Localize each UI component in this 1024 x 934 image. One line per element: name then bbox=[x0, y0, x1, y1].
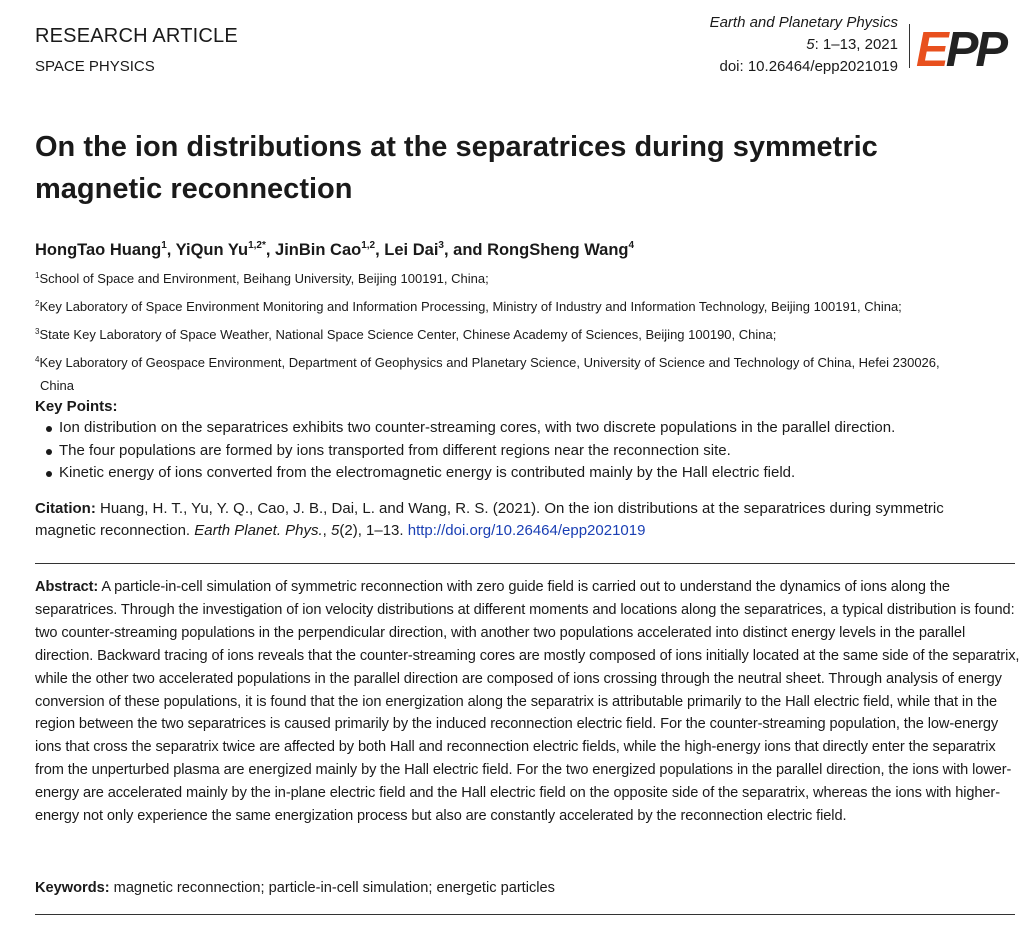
author-name: JinBin Cao bbox=[275, 241, 362, 259]
header-left bbox=[35, 24, 238, 76]
author-name: HongTao Huang bbox=[35, 241, 162, 259]
affiliation-text: School of Space and Environment, Beihang University, Beijing 100191, China; bbox=[39, 271, 489, 286]
divider-bottom bbox=[35, 914, 1015, 915]
volume-pages bbox=[710, 34, 898, 56]
pages-year: : 1–13, 2021 bbox=[814, 36, 898, 53]
key-points-heading: Key Points: bbox=[35, 398, 118, 415]
citation-doi-link[interactable]: http://doi.org/10.26464/epp2021019 bbox=[407, 522, 646, 539]
affiliations bbox=[35, 264, 1010, 399]
affiliation bbox=[35, 292, 1010, 318]
abstract-label: Abstract: bbox=[35, 579, 99, 595]
affiliation-number: 2 bbox=[35, 299, 40, 308]
affiliation-text: Key Laboratory of Geospace Environment, Department of Geophysics and Planetary Science, University of Science and Technology of China, Hefei 230026, bbox=[39, 355, 940, 370]
author-list bbox=[35, 234, 634, 262]
abstract bbox=[35, 576, 1020, 828]
affiliation bbox=[35, 320, 1010, 346]
key-point-item: The four populations are formed by ions transported from different regions near the reconnection site. bbox=[35, 440, 1010, 463]
affiliation-text: Key Laboratory of Space Environment Monitoring and Information Processing, Ministry of Industry and Information Technology, Beijing 100191, China; bbox=[39, 299, 902, 314]
citation-text: Huang, H. T., Yu, Y. Q., Cao, J. B., Dai, L. and Wang, R. S. (2021). On the ion distributions at the separatrices during symmetric magnetic reconnection. bbox=[35, 500, 944, 539]
article-section: SPACE PHYSICS bbox=[35, 58, 155, 75]
author-separator: , bbox=[166, 241, 176, 259]
affiliation-text-continued: China bbox=[40, 378, 74, 393]
citation-label: Citation: bbox=[35, 500, 96, 517]
key-points bbox=[35, 397, 1010, 485]
citation-journal: Earth Planet. Phys. bbox=[194, 522, 323, 539]
volume-number: 5 bbox=[806, 36, 815, 53]
author-affil-marker: 3 bbox=[438, 240, 444, 251]
author-affil-marker: 1,2* bbox=[248, 240, 266, 251]
keywords-text: magnetic reconnection; particle-in-cell simulation; energetic particles bbox=[109, 880, 555, 896]
keywords-label: Keywords: bbox=[35, 880, 110, 896]
citation-issue-pages: (2), 1–13. bbox=[339, 522, 408, 539]
logo-divider bbox=[909, 24, 910, 68]
article-type: RESEARCH ARTICLE bbox=[35, 25, 238, 47]
author-name: YiQun Yu bbox=[175, 241, 249, 259]
logo-letter-e: E bbox=[916, 23, 946, 72]
keywords bbox=[35, 877, 1015, 899]
author-separator: , bbox=[265, 241, 276, 259]
article-title: On the ion distributions at the separatrices during symmetric magnetic reconnection bbox=[35, 131, 878, 205]
abstract-text: A particle-in-cell simulation of symmetric reconnection with zero guide field is carried out to understand the dynamics of ions along the separatrices. Through the investigation of ion velocity distributions at different moments and locations along the separatrices, a typical distribution is found: two counter-streaming populations in the perpendicular direction, with another two populations accelerated into distinct energy levels in the parallel direction. Backward tracing of ions reveals that the counter-streaming cores are mostly composed of ions initially located at the same side of the separatrix, while the other two accelerated populations in the parallel direction are composed of ions crossing through the neutral sheet. Through analysis of energy conversion of these populations, it is found that the ion energization along the separatrix is attributable primarily to the Hall electric field, while that in the region between the two separatrices is caused primarily by the induced reconnection electric field. For the counter-streaming population, the low-energy ions that cross the separatrix twice are affected by both Hall and reconnection electric fields, while the high-energy ions that directly enter the separatrix from the unperturbed plasma are energized mainly by the Hall electric field. For the two energized populations in the parallel direction, the ions with lower-energy are accelerated mainly by the in-plane electric field and the Hall electric field on the opposite side of the separatrix, whereas the ions with higher-energy not only experience the same energization process but also are constantly accelerated by the reconnection electric field. bbox=[35, 579, 1020, 825]
logo-letter-pp: PP bbox=[945, 23, 1006, 72]
affiliation-number: 1 bbox=[35, 271, 40, 280]
affiliation bbox=[35, 264, 1010, 290]
citation-volume: 5 bbox=[331, 522, 340, 539]
author-name: Lei Dai bbox=[384, 241, 439, 259]
affiliation-number: 4 bbox=[35, 355, 40, 364]
citation bbox=[35, 498, 995, 542]
doi: doi: 10.26464/epp2021019 bbox=[719, 58, 898, 75]
epp-logo bbox=[914, 22, 1014, 72]
author-name: RongSheng Wang bbox=[487, 241, 629, 259]
author-separator: , and bbox=[443, 241, 488, 259]
author-affil-marker: 1,2 bbox=[361, 240, 376, 251]
svg-text:EPP bbox=[916, 23, 1008, 72]
affiliation-text: State Key Laboratory of Space Weather, National Space Science Center, Chinese Academy of Sciences, Beijing 100190, China; bbox=[39, 327, 777, 342]
author-affil-marker: 4 bbox=[628, 240, 635, 251]
author-separator: , bbox=[375, 241, 385, 259]
divider-top bbox=[35, 563, 1015, 564]
journal-name: Earth and Planetary Physics bbox=[709, 14, 898, 31]
author-affil-marker: 1 bbox=[161, 240, 167, 251]
key-points-list bbox=[35, 417, 1010, 485]
key-point-item: Ion distribution on the separatrices exhibits two counter-streaming cores, with two discrete populations in the parallel direction. bbox=[35, 417, 1010, 440]
key-point-item: Kinetic energy of ions converted from the electromagnetic energy is contributed mainly by the Hall electric field. bbox=[35, 462, 1010, 485]
citation-separator: , bbox=[322, 522, 332, 539]
journal-info bbox=[710, 12, 898, 78]
affiliation-number: 3 bbox=[35, 327, 40, 336]
affiliation bbox=[35, 348, 1010, 397]
